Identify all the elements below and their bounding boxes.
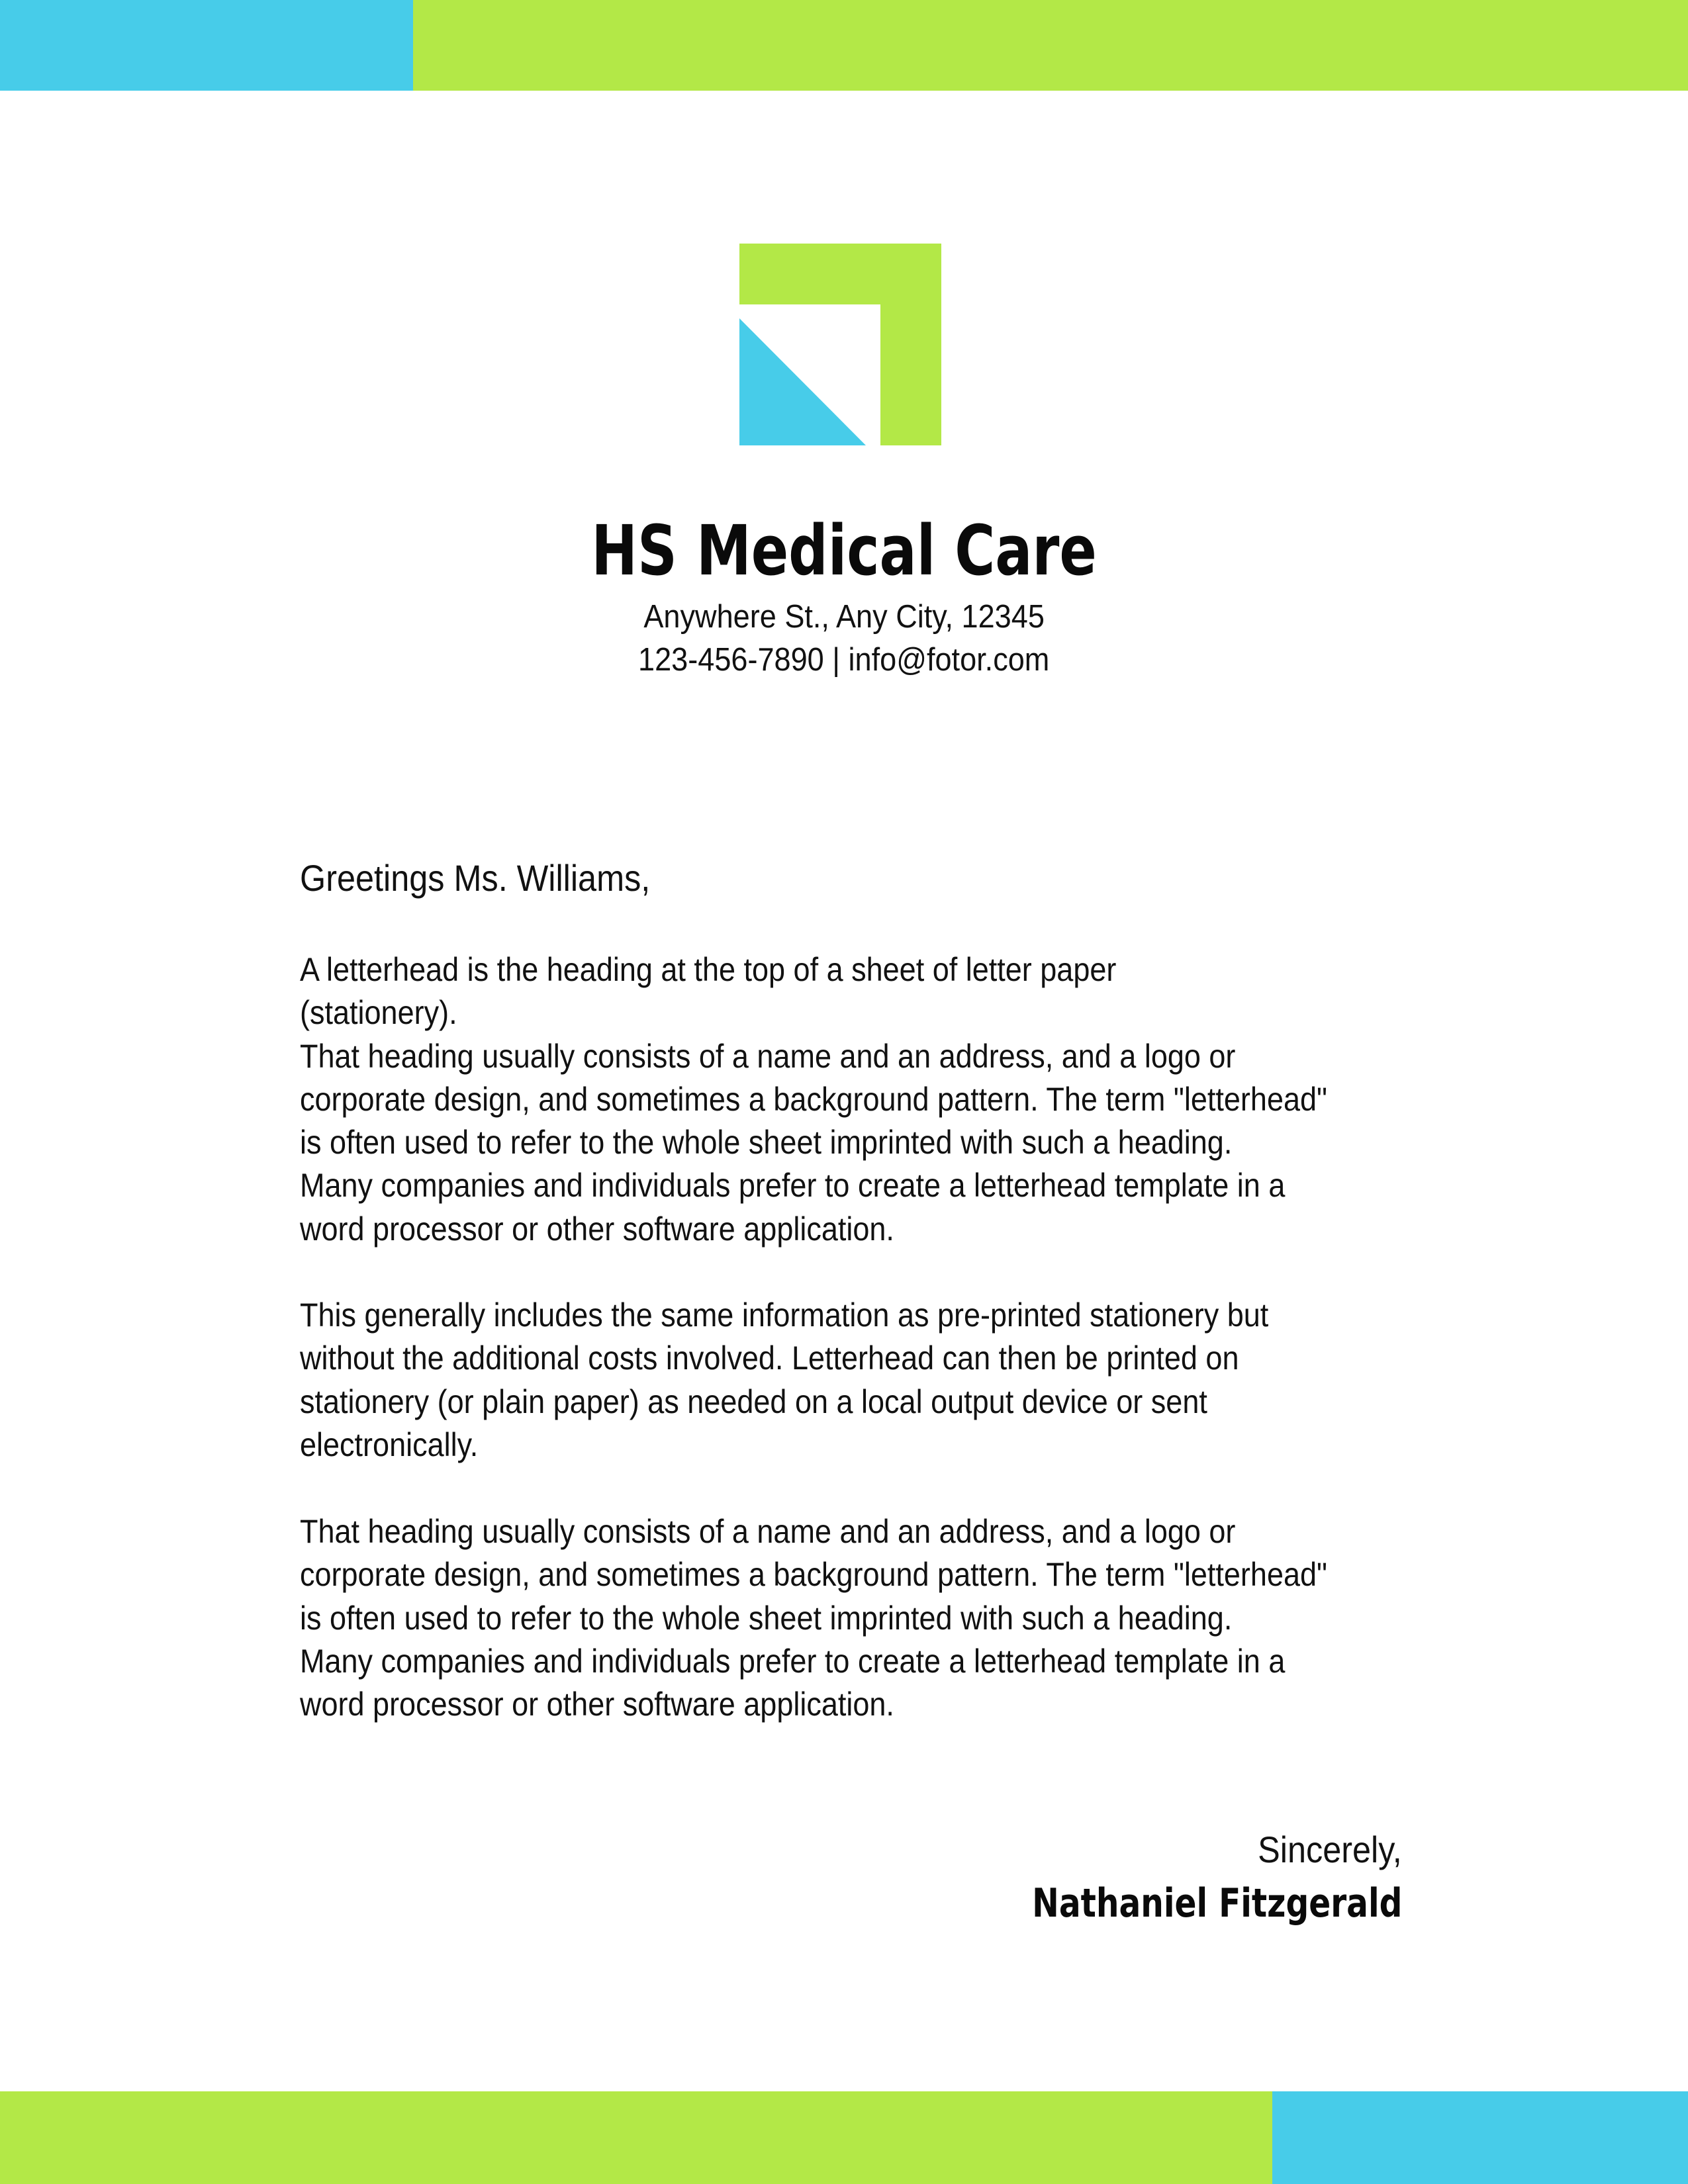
paragraph-line: Many companies and individuals prefer to create a letterhead template in a	[300, 1167, 1286, 1205]
footer-color-bar	[0, 2091, 1688, 2184]
company-contact-text: 123-456-7890 | info@fotor.com	[638, 642, 1050, 678]
paragraph-line: (stationery).	[300, 994, 457, 1032]
paragraph-line: electronically.	[300, 1426, 479, 1463]
paragraph-line: corporate design, and sometimes a background pattern. The term "letterhead"	[300, 1556, 1328, 1594]
paragraph-line: without the additional costs involved. Letterhead can then be printed on	[300, 1340, 1239, 1377]
company-name	[0, 511, 1688, 590]
letter-paragraph-1	[300, 948, 1327, 1251]
paragraph-line: This generally includes the same information as pre-printed stationery but	[300, 1297, 1269, 1334]
paragraph-line: That heading usually consists of a name and an address, and a logo or	[300, 1037, 1236, 1075]
paragraph-line: word processor or other software application.	[300, 1210, 894, 1248]
company-address	[0, 597, 1688, 637]
header-color-bar	[0, 0, 1688, 91]
paragraph-line: word processor or other software application.	[300, 1686, 894, 1723]
letter-paragraph-3	[300, 1510, 1327, 1726]
header-bar-blue-segment	[0, 0, 413, 91]
corner-square-logo-icon	[739, 244, 941, 445]
footer-bar-green-segment	[0, 2091, 1272, 2184]
paragraph-line: Many companies and individuals prefer to create a letterhead template in a	[300, 1642, 1286, 1680]
company-name-text: HS Medical Care	[591, 510, 1097, 591]
company-logo	[739, 244, 941, 445]
letter-closing	[1242, 1827, 1402, 1873]
letter-closing-text: Sincerely,	[1258, 1829, 1402, 1870]
paragraph-line: corporate design, and sometimes a background pattern. The term "letterhead"	[300, 1080, 1328, 1118]
company-address-text: Anywhere St., Any City, 12345	[643, 599, 1045, 635]
signer-name-text: Nathaniel Fitzgerald	[1031, 1880, 1402, 1927]
paragraph-line: is often used to refer to the whole sheet imprinted with such a heading.	[300, 1599, 1233, 1637]
company-contact	[0, 640, 1688, 680]
paragraph-line: stationery (or plain paper) as needed on a local output device or sent	[300, 1383, 1207, 1420]
footer-bar-blue-segment	[1272, 2091, 1688, 2184]
signer-name	[945, 1877, 1402, 1930]
letter-paragraph-2	[300, 1294, 1268, 1467]
paragraph-line: is often used to refer to the whole sheet imprinted with such a heading.	[300, 1124, 1233, 1161]
paragraph-line: That heading usually consists of a name and an address, and a logo or	[300, 1513, 1236, 1550]
letter-greeting: Greetings Ms. Williams,	[300, 857, 651, 899]
paragraph-line: A letterhead is the heading at the top of a sheet of letter paper	[300, 951, 1117, 988]
header-bar-green-segment	[413, 0, 1688, 91]
